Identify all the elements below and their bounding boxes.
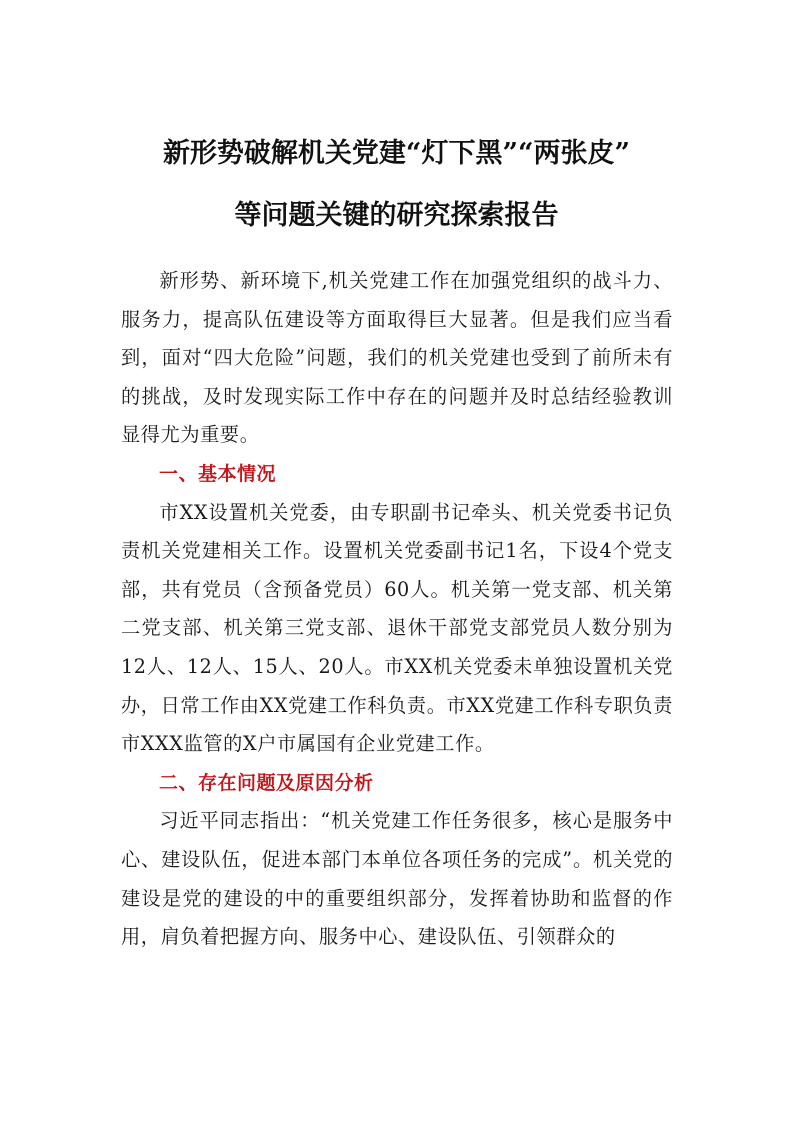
document-body [121,262,673,957]
document-title-line-2: 等问题关键的研究探索报告 [234,200,559,231]
document-title-line-1: 新形势破解机关党建“灯下黑”“两张皮” [162,138,631,169]
section-heading-problems-analysis: 二、存在问题及原因分析 [159,771,374,794]
section-heading-basic-situation: 一、基本情况 [159,462,277,485]
intro-paragraph: 新形势、新环境下,机关党建工作在加强党组织的战斗力、服务力，提高队伍建设等方面取得巨大显著。但是我们应当看到，面对“四大危险”问题，我们的机关党建也受到了前所未有的挑战，及时发现实际工作中存在的问题并及时总结经验教训显得尤为重要。 [121,269,673,447]
section-paragraph-problems-analysis: 习近平同志指出：“机关党建工作任务很多，核心是服务中心、建设队伍，促进本部门本单位各项任务的完成”。机关党的建设是党的建设的中的重要组织部分，发挥着协助和监督的作用，肩负着把握方向、服务中心、建设队伍、引领群众的 [121,809,673,949]
section-paragraph-basic-situation: 市XX设置机关党委，由专职副书记牵头、机关党委书记负责机关党建相关工作。设置机关党委副书记1名，下设4个党支部，共有党员（含预备党员）60人。机关第一党支部、机关第二党支部、机关第三党支部、退休干部党支部党员人数分别为12人、12人、15人、20人。市XX机关党委未单独设置机关党办，日常工作由XX党建工作科负责。市XX党建工作科专职负责市XXX监管的X户市属国有企业党建工作。 [121,500,673,756]
